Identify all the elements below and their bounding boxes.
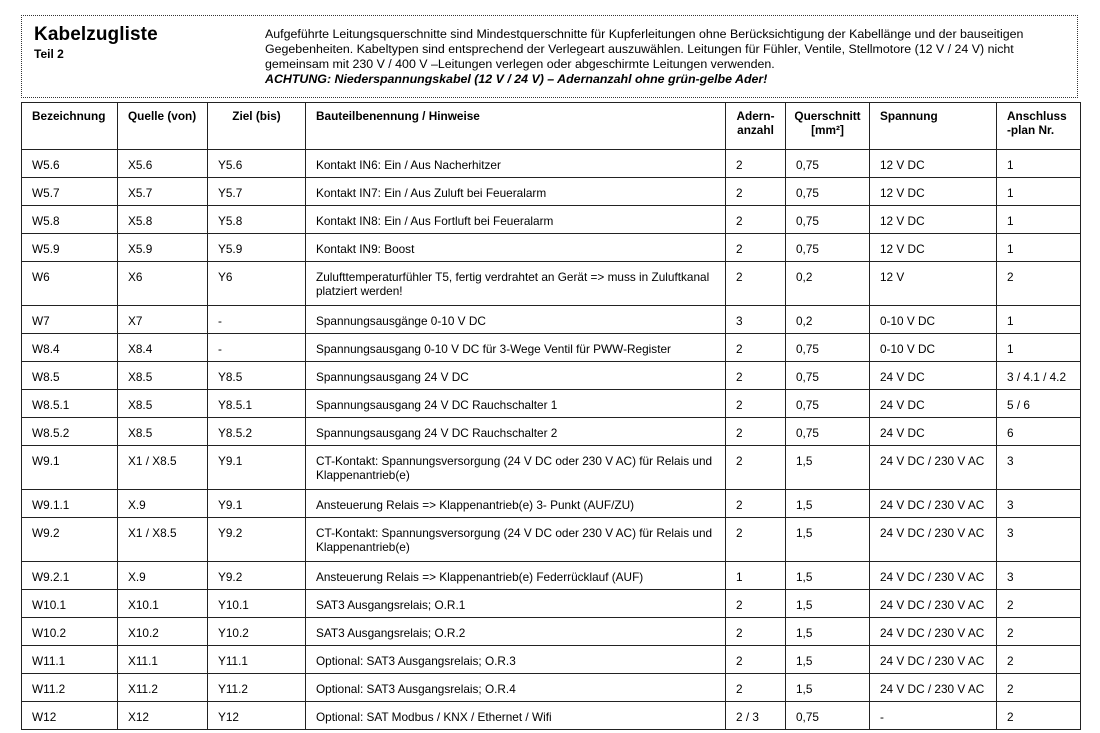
cell-bezeichnung: W8.4	[22, 334, 118, 362]
cell-hinweis: Spannungsausgänge 0-10 V DC	[306, 306, 726, 334]
cell-querschnitt: 0,75	[786, 390, 870, 418]
cell-anschlussplan: 5 / 6	[997, 390, 1081, 418]
cell-quelle: X.9	[118, 490, 208, 518]
cell-spannung: 12 V DC	[870, 206, 997, 234]
cell-spannung: -	[870, 702, 997, 730]
cell-spannung: 12 V DC	[870, 178, 997, 206]
cell-bezeichnung: W9.2.1	[22, 562, 118, 590]
column-header: Bauteilbenennung / Hinweise	[306, 103, 726, 150]
cell-querschnitt: 1,5	[786, 646, 870, 674]
cell-hinweis: Kontakt IN8: Ein / Aus Fortluft bei Feueralarm	[306, 206, 726, 234]
cell-adernanzahl: 2 / 3	[726, 702, 786, 730]
cell-ziel: Y8.5	[208, 362, 306, 390]
cell-bezeichnung: W8.5	[22, 362, 118, 390]
cell-quelle: X.9	[118, 562, 208, 590]
table-row	[22, 562, 1081, 590]
cell-querschnitt: 1,5	[786, 674, 870, 702]
cell-anschlussplan: 3	[997, 562, 1081, 590]
cell-bezeichnung: W12	[22, 702, 118, 730]
cell-querschnitt: 0,75	[786, 362, 870, 390]
cell-adernanzahl: 2	[726, 234, 786, 262]
cell-spannung: 24 V DC / 230 V AC	[870, 490, 997, 518]
column-header: Anschluss -plan Nr.	[997, 103, 1081, 150]
cell-adernanzahl: 2	[726, 446, 786, 490]
table-row	[22, 362, 1081, 390]
cell-bezeichnung: W11.2	[22, 674, 118, 702]
table-header-row	[22, 103, 1081, 150]
header-notes	[265, 27, 1075, 87]
cell-anschlussplan: 3	[997, 490, 1081, 518]
cell-hinweis: SAT3 Ausgangsrelais; O.R.2	[306, 618, 726, 646]
cell-spannung: 24 V DC	[870, 390, 997, 418]
cell-hinweis: Kontakt IN7: Ein / Aus Zuluft bei Feueralarm	[306, 178, 726, 206]
cell-bezeichnung: W9.2	[22, 518, 118, 562]
cell-adernanzahl: 2	[726, 206, 786, 234]
cell-bezeichnung: W5.7	[22, 178, 118, 206]
cell-spannung: 24 V DC / 230 V AC	[870, 646, 997, 674]
cell-ziel: Y5.6	[208, 150, 306, 178]
cell-querschnitt: 0,75	[786, 234, 870, 262]
table-row	[22, 446, 1081, 490]
cell-bezeichnung: W8.5.1	[22, 390, 118, 418]
cell-querschnitt: 1,5	[786, 618, 870, 646]
cell-anschlussplan: 2	[997, 646, 1081, 674]
cell-querschnitt: 0,75	[786, 150, 870, 178]
document-subtitle: Teil 2	[34, 47, 64, 61]
cell-querschnitt: 1,5	[786, 446, 870, 490]
cell-spannung: 24 V DC / 230 V AC	[870, 446, 997, 490]
cell-spannung: 0-10 V DC	[870, 306, 997, 334]
cell-hinweis: Spannungsausgang 0-10 V DC für 3-Wege Ventil für PWW-Register	[306, 334, 726, 362]
cell-quelle: X5.7	[118, 178, 208, 206]
cell-adernanzahl: 2	[726, 334, 786, 362]
cell-ziel: Y5.9	[208, 234, 306, 262]
cell-ziel: Y9.2	[208, 562, 306, 590]
cell-ziel: -	[208, 306, 306, 334]
table-row	[22, 206, 1081, 234]
cell-hinweis: CT-Kontakt: Spannungsversorgung (24 V DC oder 230 V AC) für Relais und Klappenantrieb(e)	[306, 518, 726, 562]
cell-quelle: X11.2	[118, 674, 208, 702]
cell-querschnitt: 0,75	[786, 334, 870, 362]
cell-querschnitt: 1,5	[786, 562, 870, 590]
cell-anschlussplan: 3	[997, 518, 1081, 562]
cell-quelle: X6	[118, 262, 208, 306]
cell-spannung: 24 V DC / 230 V AC	[870, 618, 997, 646]
cell-hinweis: Zulufttemperaturfühler T5, fertig verdrahtet an Gerät => muss in Zuluftkanal platziert werden!	[306, 262, 726, 306]
table-row	[22, 618, 1081, 646]
cell-bezeichnung: W5.9	[22, 234, 118, 262]
cell-quelle: X10.1	[118, 590, 208, 618]
cell-spannung: 24 V DC / 230 V AC	[870, 590, 997, 618]
cell-anschlussplan: 1	[997, 306, 1081, 334]
cell-adernanzahl: 2	[726, 518, 786, 562]
cell-anschlussplan: 2	[997, 618, 1081, 646]
cell-querschnitt: 0,2	[786, 262, 870, 306]
cell-quelle: X5.8	[118, 206, 208, 234]
cell-ziel: Y5.8	[208, 206, 306, 234]
cell-adernanzahl: 2	[726, 150, 786, 178]
cell-spannung: 12 V	[870, 262, 997, 306]
cell-adernanzahl: 2	[726, 646, 786, 674]
cell-querschnitt: 0,75	[786, 418, 870, 446]
document-title: Kabelzugliste	[34, 24, 158, 45]
cell-adernanzahl: 2	[726, 262, 786, 306]
cell-bezeichnung: W8.5.2	[22, 418, 118, 446]
column-header: Bezeichnung	[22, 103, 118, 150]
cell-anschlussplan: 6	[997, 418, 1081, 446]
cell-quelle: X1 / X8.5	[118, 446, 208, 490]
cell-spannung: 24 V DC	[870, 362, 997, 390]
column-header: Spannung	[870, 103, 997, 150]
cell-anschlussplan: 3	[997, 446, 1081, 490]
cell-anschlussplan: 1	[997, 178, 1081, 206]
cell-ziel: Y9.1	[208, 490, 306, 518]
cell-ziel: Y10.2	[208, 618, 306, 646]
cell-querschnitt: 1,5	[786, 490, 870, 518]
cell-querschnitt: 0,75	[786, 206, 870, 234]
cell-adernanzahl: 2	[726, 490, 786, 518]
cell-hinweis: Optional: SAT3 Ausgangsrelais; O.R.3	[306, 646, 726, 674]
cell-spannung: 24 V DC / 230 V AC	[870, 674, 997, 702]
table-row	[22, 390, 1081, 418]
table-row	[22, 646, 1081, 674]
cell-querschnitt: 1,5	[786, 518, 870, 562]
cell-quelle: X8.5	[118, 362, 208, 390]
cell-anschlussplan: 2	[997, 262, 1081, 306]
cell-adernanzahl: 2	[726, 178, 786, 206]
cell-hinweis: Optional: SAT Modbus / KNX / Ethernet / Wifi	[306, 702, 726, 730]
cell-bezeichnung: W9.1	[22, 446, 118, 490]
cell-bezeichnung: W10.2	[22, 618, 118, 646]
cell-quelle: X11.1	[118, 646, 208, 674]
cell-anschlussplan: 1	[997, 334, 1081, 362]
cell-quelle: X8.4	[118, 334, 208, 362]
cell-bezeichnung: W5.8	[22, 206, 118, 234]
cell-adernanzahl: 2	[726, 590, 786, 618]
cell-hinweis: CT-Kontakt: Spannungsversorgung (24 V DC oder 230 V AC) für Relais und Klappenantrieb(e)	[306, 446, 726, 490]
cell-hinweis: Spannungsausgang 24 V DC Rauchschalter 2	[306, 418, 726, 446]
column-header: Adern- anzahl	[726, 103, 786, 150]
cell-adernanzahl: 2	[726, 390, 786, 418]
cell-spannung: 0-10 V DC	[870, 334, 997, 362]
cell-hinweis: Optional: SAT3 Ausgangsrelais; O.R.4	[306, 674, 726, 702]
table-row	[22, 334, 1081, 362]
cell-anschlussplan: 2	[997, 702, 1081, 730]
cell-ziel: Y10.1	[208, 590, 306, 618]
table-row	[22, 490, 1081, 518]
cell-anschlussplan: 2	[997, 590, 1081, 618]
cell-spannung: 24 V DC	[870, 418, 997, 446]
cell-hinweis: Ansteuerung Relais => Klappenantrieb(e) 3- Punkt (AUF/ZU)	[306, 490, 726, 518]
note-line: gemeinsam mit 230 V / 400 V –Leitungen verlegen oder abgeschirmte Leitungen verwenden.	[265, 57, 775, 71]
cell-bezeichnung: W5.6	[22, 150, 118, 178]
cell-adernanzahl: 2	[726, 618, 786, 646]
cell-bezeichnung: W6	[22, 262, 118, 306]
cell-querschnitt: 0,75	[786, 178, 870, 206]
note-line: Aufgeführte Leitungsquerschnitte sind Mindestquerschnitte für Kupferleitungen ohne Berücksichtigung der Kabellänge und der bauseitigen	[265, 27, 1024, 41]
cell-spannung: 12 V DC	[870, 150, 997, 178]
cell-ziel: Y8.5.2	[208, 418, 306, 446]
cell-bezeichnung: W7	[22, 306, 118, 334]
cell-hinweis: SAT3 Ausgangsrelais; O.R.1	[306, 590, 726, 618]
table-row	[22, 518, 1081, 562]
warning-text: ACHTUNG: Niederspannungskabel (12 V / 24 V) – Adernanzahl ohne grün-gelbe Ader!	[265, 72, 768, 86]
cell-spannung: 24 V DC / 230 V AC	[870, 518, 997, 562]
table-row	[22, 234, 1081, 262]
cell-hinweis: Spannungsausgang 24 V DC Rauchschalter 1	[306, 390, 726, 418]
cell-anschlussplan: 1	[997, 206, 1081, 234]
cell-bezeichnung: W10.1	[22, 590, 118, 618]
column-header: Quelle (von)	[118, 103, 208, 150]
cell-ziel: Y9.2	[208, 518, 306, 562]
cell-hinweis: Kontakt IN9: Boost	[306, 234, 726, 262]
table-row	[22, 150, 1081, 178]
cell-hinweis: Spannungsausgang 24 V DC	[306, 362, 726, 390]
cell-quelle: X10.2	[118, 618, 208, 646]
cell-spannung: 12 V DC	[870, 234, 997, 262]
column-header: Querschnitt [mm²]	[786, 103, 870, 150]
cell-hinweis: Ansteuerung Relais => Klappenantrieb(e) Federrücklauf (AUF)	[306, 562, 726, 590]
cell-anschlussplan: 1	[997, 150, 1081, 178]
cell-ziel: -	[208, 334, 306, 362]
cell-querschnitt: 0,75	[786, 702, 870, 730]
cell-quelle: X8.5	[118, 418, 208, 446]
cell-ziel: Y11.2	[208, 674, 306, 702]
cell-anschlussplan: 1	[997, 234, 1081, 262]
table-row	[22, 702, 1081, 730]
cell-quelle: X8.5	[118, 390, 208, 418]
cell-ziel: Y12	[208, 702, 306, 730]
cable-table	[21, 102, 1081, 730]
cell-quelle: X7	[118, 306, 208, 334]
document-header	[21, 15, 1078, 98]
cell-quelle: X5.6	[118, 150, 208, 178]
cell-querschnitt: 1,5	[786, 590, 870, 618]
cell-hinweis: Kontakt IN6: Ein / Aus Nacherhitzer	[306, 150, 726, 178]
cell-ziel: Y6	[208, 262, 306, 306]
cell-adernanzahl: 1	[726, 562, 786, 590]
note-line: Gegebenheiten. Kabeltypen sind entsprechend der Verlegeart auszuwählen. Leitungen für Fühler, Ventile, Stellmotore (12 V / 24 V) nicht	[265, 42, 1014, 56]
cell-ziel: Y11.1	[208, 646, 306, 674]
cell-adernanzahl: 3	[726, 306, 786, 334]
table-row	[22, 418, 1081, 446]
cell-adernanzahl: 2	[726, 674, 786, 702]
cell-anschlussplan: 3 / 4.1 / 4.2	[997, 362, 1081, 390]
table-row	[22, 262, 1081, 306]
cell-ziel: Y9.1	[208, 446, 306, 490]
cell-quelle: X12	[118, 702, 208, 730]
table-row	[22, 674, 1081, 702]
cell-ziel: Y5.7	[208, 178, 306, 206]
cell-adernanzahl: 2	[726, 418, 786, 446]
cell-quelle: X1 / X8.5	[118, 518, 208, 562]
table-row	[22, 590, 1081, 618]
cell-spannung: 24 V DC / 230 V AC	[870, 562, 997, 590]
table-body	[22, 150, 1081, 730]
cell-querschnitt: 0,2	[786, 306, 870, 334]
cell-adernanzahl: 2	[726, 362, 786, 390]
cell-bezeichnung: W11.1	[22, 646, 118, 674]
table-row	[22, 178, 1081, 206]
cell-bezeichnung: W9.1.1	[22, 490, 118, 518]
cell-anschlussplan: 2	[997, 674, 1081, 702]
cell-quelle: X5.9	[118, 234, 208, 262]
column-header: Ziel (bis)	[208, 103, 306, 150]
cell-ziel: Y8.5.1	[208, 390, 306, 418]
table-row	[22, 306, 1081, 334]
